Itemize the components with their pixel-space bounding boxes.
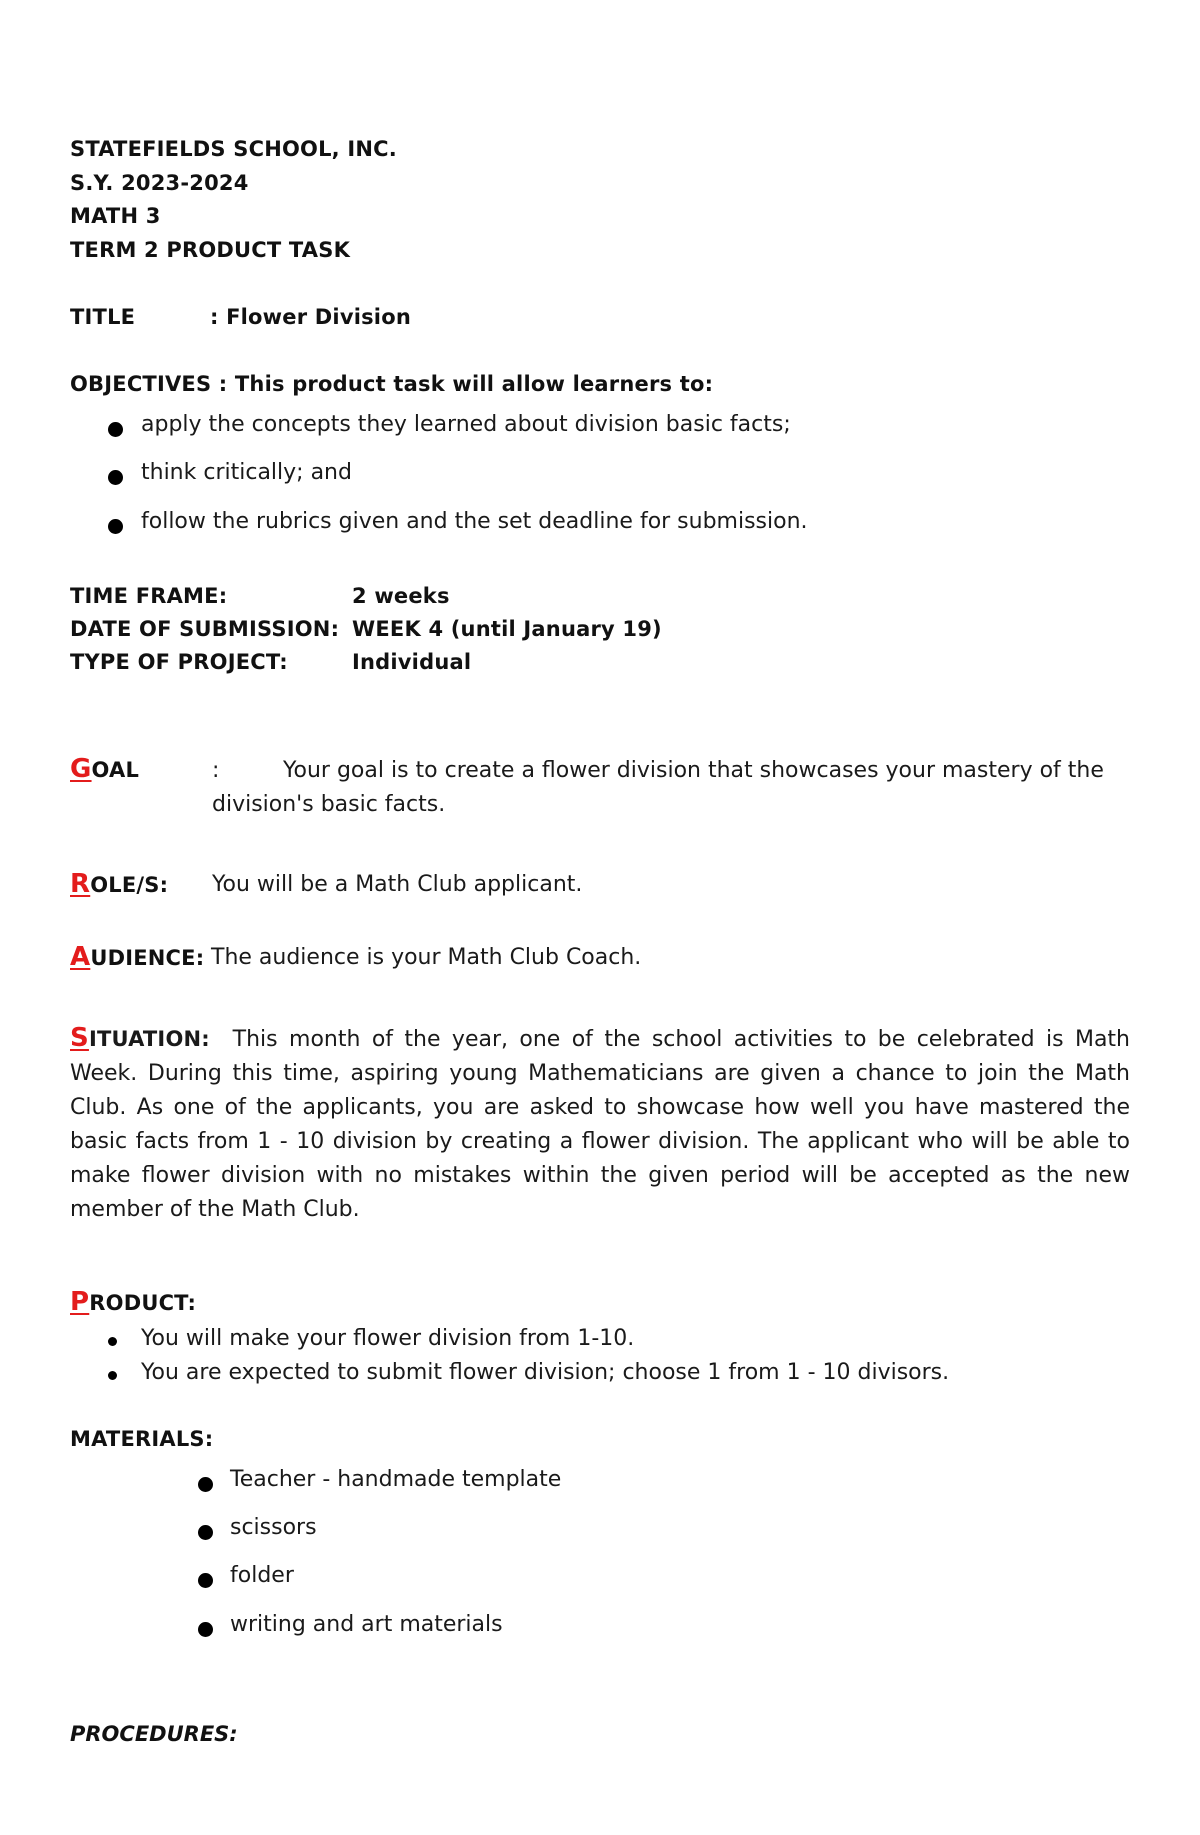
school-year: S.Y. 2023-2024 (70, 171, 249, 195)
material-item: folder (230, 1563, 294, 1588)
role-label-rest: OLE/S: (90, 873, 169, 897)
bullet-icon (198, 1525, 213, 1540)
materials-heading: MATERIALS: (70, 1427, 214, 1451)
school-name: STATEFIELDS SCHOOL, INC. (70, 137, 397, 161)
project-type-label: TYPE OF PROJECT: (70, 650, 288, 674)
material-item: scissors (230, 1515, 317, 1540)
goal-colon: : (212, 758, 220, 783)
bullet-icon (108, 422, 123, 437)
time-frame-value: 2 weeks (352, 584, 450, 608)
situation-initial: S (70, 1023, 89, 1053)
product-label (70, 1287, 196, 1317)
goal-text-line2: division's basic facts. (212, 792, 446, 817)
subject: MATH 3 (70, 204, 161, 228)
audience-initial: A (70, 942, 91, 972)
product-item: You will make your flower division from 1-10. (141, 1326, 635, 1351)
bullet-icon (108, 1371, 117, 1380)
situation-paragraph (70, 1021, 1130, 1231)
bullet-icon (198, 1622, 213, 1637)
goal-text-line1: Your goal is to create a flower division that showcases your mastery of the (283, 758, 1104, 783)
role-text: You will be a Math Club applicant. (212, 872, 583, 897)
product-label-rest: RODUCT: (89, 1291, 197, 1315)
audience-label-rest: UDIENCE: (90, 946, 205, 970)
submission-value: WEEK 4 (until January 19) (352, 617, 662, 641)
material-item: Teacher - handmade template (230, 1467, 562, 1492)
bullet-icon (198, 1573, 213, 1588)
task-name: TERM 2 PRODUCT TASK (70, 238, 351, 262)
procedures-heading: PROCEDURES: (70, 1722, 238, 1746)
objective-item: think critically; and (141, 460, 352, 485)
role-label (70, 869, 168, 899)
material-item: writing and art materials (230, 1612, 503, 1637)
submission-label: DATE OF SUBMISSION: (70, 617, 340, 641)
audience-text: The audience is your Math Club Coach. (211, 945, 642, 970)
bullet-icon (108, 470, 123, 485)
bullet-icon (108, 519, 123, 534)
product-item: You are expected to submit flower division; choose 1 from 1 - 10 divisors. (141, 1360, 950, 1385)
goal-label-rest: OAL (91, 758, 140, 782)
goal-label (70, 754, 139, 784)
time-frame-label: TIME FRAME: (70, 584, 228, 608)
title-value: : Flower Division (210, 305, 411, 329)
title-label: TITLE (70, 305, 136, 329)
project-type-value: Individual (352, 650, 472, 674)
situation-label-rest: ITUATION: (88, 1027, 210, 1051)
situation-text: This month of the year, one of the school activities to be celebrated is Math Week. During this time, aspiring young Mathematicians are given a chance to join the Math Club. As one of the applicants, you are asked to showcase how well you have mastered the basic facts from 1 - 10 division by creating a flower division. The applicant who will be able to make flower division with no mistakes within the given period will be accepted as the new member of the Math Club. (70, 1027, 1130, 1222)
bullet-icon (198, 1477, 213, 1492)
objective-item: apply the concepts they learned about division basic facts; (141, 412, 791, 437)
audience-label (70, 942, 204, 972)
goal-initial: G (70, 754, 92, 784)
objectives-heading: OBJECTIVES : This product task will allow learners to: (70, 372, 714, 396)
bullet-icon (108, 1337, 117, 1346)
role-initial: R (70, 869, 91, 899)
objective-item: follow the rubrics given and the set deadline for submission. (141, 509, 808, 534)
product-initial: P (70, 1287, 90, 1317)
